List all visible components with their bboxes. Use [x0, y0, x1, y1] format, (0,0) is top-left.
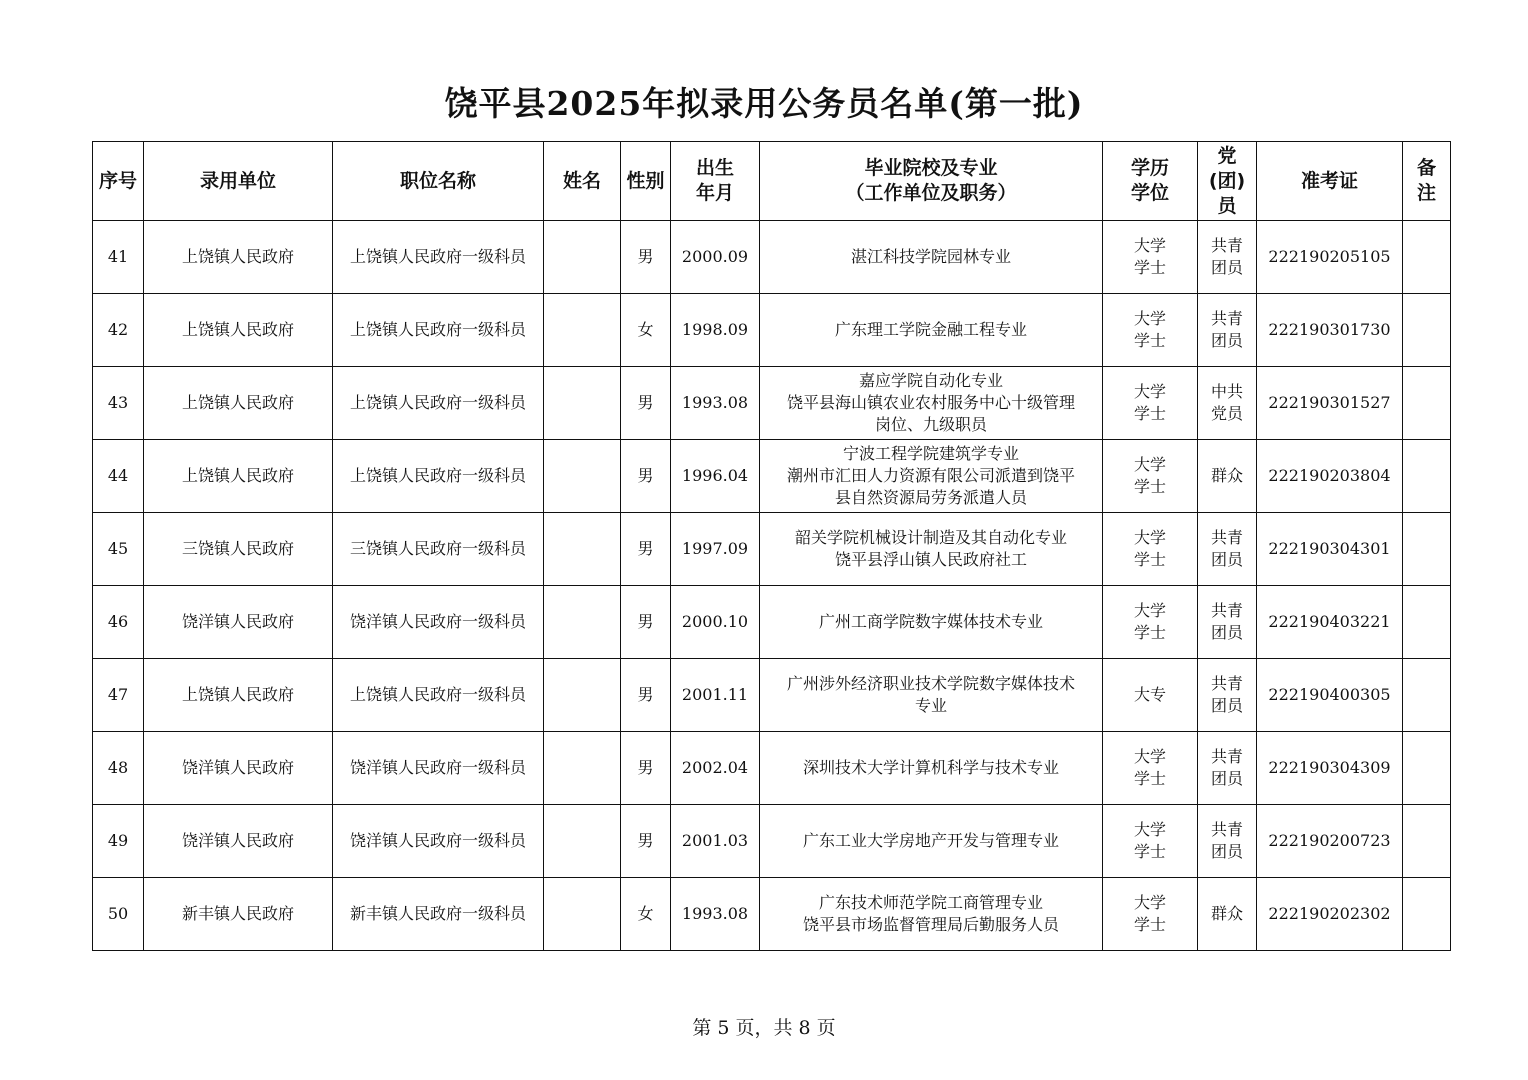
- cell-exam-id: 222190304309: [1257, 732, 1403, 805]
- header-seq: 序号: [93, 142, 144, 221]
- cell-exam-id: 222190202302: [1257, 878, 1403, 951]
- table-row: [93, 513, 1451, 586]
- cell-remark: [1403, 878, 1451, 951]
- cell-birth: 1998.09: [671, 294, 760, 367]
- document-title: 饶平县2025年拟录用公务员名单(第一批): [444, 84, 1084, 123]
- cell-birth: 1993.08: [671, 878, 760, 951]
- cell-unit: 三饶镇人民政府: [144, 513, 333, 586]
- cell-exam-id: 222190301730: [1257, 294, 1403, 367]
- cell-seq: 41: [93, 221, 144, 294]
- cell-exam-id: 222190403221: [1257, 586, 1403, 659]
- cell-party: 中共 党员: [1198, 367, 1257, 440]
- cell-remark: [1403, 805, 1451, 878]
- cell-birth: 2002.04: [671, 732, 760, 805]
- cell-gender: 男: [621, 805, 671, 878]
- table-row: [93, 805, 1451, 878]
- cell-position: 饶洋镇人民政府一级科员: [333, 732, 544, 805]
- cell-seq: 47: [93, 659, 144, 732]
- cell-gender: 男: [621, 513, 671, 586]
- cell-degree: 大学 学士: [1103, 294, 1198, 367]
- cell-remark: [1403, 659, 1451, 732]
- cell-remark: [1403, 367, 1451, 440]
- cell-name: [544, 294, 621, 367]
- cell-position: 上饶镇人民政府一级科员: [333, 659, 544, 732]
- cell-remark: [1403, 440, 1451, 513]
- cell-name: [544, 367, 621, 440]
- header-position: 职位名称: [333, 142, 544, 221]
- cell-party: 共青 团员: [1198, 659, 1257, 732]
- cell-unit: 上饶镇人民政府: [144, 294, 333, 367]
- cell-birth: 2001.03: [671, 805, 760, 878]
- cell-degree: 大学 学士: [1103, 221, 1198, 294]
- cell-birth: 1993.08: [671, 367, 760, 440]
- header-name: 姓名: [544, 142, 621, 221]
- table-row: [93, 586, 1451, 659]
- cell-position: 上饶镇人民政府一级科员: [333, 367, 544, 440]
- header-degree: 学历 学位: [1103, 142, 1198, 221]
- cell-unit: 饶洋镇人民政府: [144, 732, 333, 805]
- cell-unit: 上饶镇人民政府: [144, 367, 333, 440]
- cell-school: 广东技术师范学院工商管理专业 饶平县市场监督管理局后勤服务人员: [760, 878, 1103, 951]
- cell-seq: 45: [93, 513, 144, 586]
- cell-unit: 上饶镇人民政府: [144, 221, 333, 294]
- cell-seq: 49: [93, 805, 144, 878]
- cell-school: 湛江科技学院园林专业: [760, 221, 1103, 294]
- cell-birth: 2000.10: [671, 586, 760, 659]
- cell-remark: [1403, 221, 1451, 294]
- cell-seq: 46: [93, 586, 144, 659]
- cell-remark: [1403, 513, 1451, 586]
- cell-degree: 大学 学士: [1103, 440, 1198, 513]
- cell-party: 共青 团员: [1198, 586, 1257, 659]
- cell-name: [544, 440, 621, 513]
- cell-school: 广州涉外经济职业技术学院数字媒体技术 专业: [760, 659, 1103, 732]
- cell-birth: 1997.09: [671, 513, 760, 586]
- header-school: 毕业院校及专业 （工作单位及职务）: [760, 142, 1103, 221]
- cell-position: 饶洋镇人民政府一级科员: [333, 805, 544, 878]
- table-row: [93, 878, 1451, 951]
- cell-exam-id: 222190200723: [1257, 805, 1403, 878]
- cell-remark: [1403, 586, 1451, 659]
- cell-school: 广东理工学院金融工程专业: [760, 294, 1103, 367]
- cell-remark: [1403, 294, 1451, 367]
- cell-position: 上饶镇人民政府一级科员: [333, 221, 544, 294]
- cell-position: 三饶镇人民政府一级科员: [333, 513, 544, 586]
- cell-unit: 饶洋镇人民政府: [144, 586, 333, 659]
- table-row: [93, 440, 1451, 513]
- cell-exam-id: 222190203804: [1257, 440, 1403, 513]
- cell-unit: 新丰镇人民政府: [144, 878, 333, 951]
- cell-school: 广州工商学院数字媒体技术专业: [760, 586, 1103, 659]
- cell-name: [544, 586, 621, 659]
- cell-name: [544, 878, 621, 951]
- cell-position: 上饶镇人民政府一级科员: [333, 440, 544, 513]
- cell-unit: 上饶镇人民政府: [144, 659, 333, 732]
- cell-gender: 女: [621, 294, 671, 367]
- cell-exam-id: 222190301527: [1257, 367, 1403, 440]
- cell-birth: 2001.11: [671, 659, 760, 732]
- cell-seq: 42: [93, 294, 144, 367]
- cell-degree: 大学 学士: [1103, 367, 1198, 440]
- cell-gender: 男: [621, 659, 671, 732]
- cell-gender: 女: [621, 878, 671, 951]
- cell-degree: 大学 学士: [1103, 805, 1198, 878]
- cell-party: 共青 团员: [1198, 513, 1257, 586]
- table-row: [93, 367, 1451, 440]
- cell-school: 韶关学院机械设计制造及其自动化专业 饶平县浮山镇人民政府社工: [760, 513, 1103, 586]
- cell-school: 嘉应学院自动化专业 饶平县海山镇农业农村服务中心十级管理 岗位、九级职员: [760, 367, 1103, 440]
- table-row: [93, 221, 1451, 294]
- cell-party: 共青 团员: [1198, 732, 1257, 805]
- cell-party: 群众: [1198, 440, 1257, 513]
- cell-gender: 男: [621, 586, 671, 659]
- cell-party: 群众: [1198, 878, 1257, 951]
- cell-position: 饶洋镇人民政府一级科员: [333, 586, 544, 659]
- cell-seq: 43: [93, 367, 144, 440]
- cell-name: [544, 221, 621, 294]
- cell-unit: 上饶镇人民政府: [144, 440, 333, 513]
- cell-birth: 2000.09: [671, 221, 760, 294]
- cell-degree: 大学 学士: [1103, 732, 1198, 805]
- cell-name: [544, 732, 621, 805]
- table-row: [93, 732, 1451, 805]
- header-birth: 出生 年月: [671, 142, 760, 221]
- cell-exam-id: 222190205105: [1257, 221, 1403, 294]
- cell-name: [544, 659, 621, 732]
- page-number: 第 5 页，共 8 页: [692, 1017, 836, 1039]
- cell-party: 共青 团员: [1198, 805, 1257, 878]
- cell-exam-id: 222190304301: [1257, 513, 1403, 586]
- cell-school: 宁波工程学院建筑学专业 潮州市汇田人力资源有限公司派遣到饶平 县自然资源局劳务派遣人员: [760, 440, 1103, 513]
- cell-gender: 男: [621, 440, 671, 513]
- cell-seq: 50: [93, 878, 144, 951]
- table-header-row: [93, 142, 1451, 221]
- cell-school: 广东工业大学房地产开发与管理专业: [760, 805, 1103, 878]
- roster-table: [92, 141, 1451, 951]
- cell-gender: 男: [621, 367, 671, 440]
- table-row: [93, 294, 1451, 367]
- cell-position: 新丰镇人民政府一级科员: [333, 878, 544, 951]
- header-remark: 备 注: [1403, 142, 1451, 221]
- header-exam-id: 准考证: [1257, 142, 1403, 221]
- cell-party: 共青 团员: [1198, 294, 1257, 367]
- cell-degree: 大专: [1103, 659, 1198, 732]
- cell-name: [544, 805, 621, 878]
- cell-seq: 48: [93, 732, 144, 805]
- cell-degree: 大学 学士: [1103, 586, 1198, 659]
- header-gender: 性别: [621, 142, 671, 221]
- cell-remark: [1403, 732, 1451, 805]
- cell-party: 共青 团员: [1198, 221, 1257, 294]
- cell-exam-id: 222190400305: [1257, 659, 1403, 732]
- cell-degree: 大学 学士: [1103, 513, 1198, 586]
- header-party: 党 (团) 员: [1198, 142, 1257, 221]
- cell-seq: 44: [93, 440, 144, 513]
- table-row: [93, 659, 1451, 732]
- cell-unit: 饶洋镇人民政府: [144, 805, 333, 878]
- cell-name: [544, 513, 621, 586]
- cell-gender: 男: [621, 732, 671, 805]
- cell-position: 上饶镇人民政府一级科员: [333, 294, 544, 367]
- cell-gender: 男: [621, 221, 671, 294]
- cell-birth: 1996.04: [671, 440, 760, 513]
- table-body: [93, 221, 1451, 951]
- header-unit: 录用单位: [144, 142, 333, 221]
- cell-school: 深圳技术大学计算机科学与技术专业: [760, 732, 1103, 805]
- cell-degree: 大学 学士: [1103, 878, 1198, 951]
